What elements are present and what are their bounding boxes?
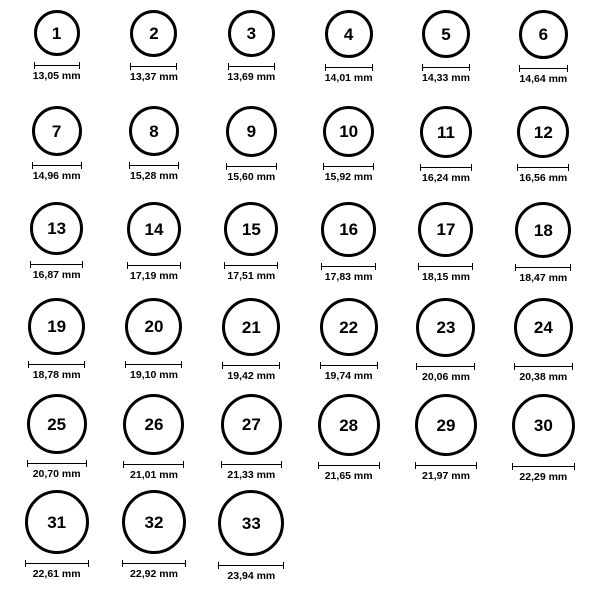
ring-size-label: 27: [241, 415, 261, 434]
ring-circle: [27, 394, 87, 454]
caliper-icon: [32, 162, 82, 169]
ring-size-label: 25: [47, 414, 67, 434]
ring-measurement: [130, 63, 178, 84]
ring-size-label: 26: [144, 415, 164, 434]
caliper-icon: [422, 64, 470, 71]
ring-size-cell: [105, 490, 202, 586]
ring-size-cell: [8, 10, 105, 106]
ring-diameter-text: 16,24 mm: [422, 172, 470, 184]
ring-diameter-text: 19,42 mm: [227, 370, 276, 382]
ring-measurement: [323, 163, 374, 184]
ring-circle: [226, 106, 277, 157]
ring-circle: [415, 394, 477, 456]
ring-measurement: [227, 63, 275, 84]
ring-size-cell: [300, 298, 397, 394]
caliper-icon: [221, 461, 282, 468]
ring-size-label: 18: [533, 220, 553, 240]
ring-circle: [321, 202, 376, 257]
ring-size-cell: [397, 202, 494, 298]
ring-size-label: 13: [47, 219, 67, 238]
caliper-icon: [320, 362, 378, 369]
ring-size-cell: [495, 202, 592, 298]
ring-size-cell: [105, 298, 202, 394]
caliper-icon: [416, 363, 475, 370]
caliper-icon: [228, 63, 275, 70]
caliper-icon: [226, 163, 277, 170]
ring-diameter-text: 17,19 mm: [130, 270, 178, 282]
ring-size-cell: [495, 106, 592, 202]
ring-circle: [514, 298, 573, 357]
ring-circle: [122, 490, 186, 554]
caliper-icon: [25, 560, 89, 567]
ring-size-cell: [105, 202, 202, 298]
ring-measurement: [221, 461, 282, 482]
ring-size-label: 10: [339, 122, 359, 141]
ring-measurement: [125, 361, 182, 382]
ring-diameter-text: 21,97 mm: [422, 470, 470, 482]
ring-diameter-text: 16,56 mm: [519, 172, 568, 184]
ring-measurement: [25, 560, 89, 581]
ring-size-cell: [203, 202, 300, 298]
ring-diameter-text: 14,64 mm: [519, 73, 568, 85]
ring-diameter-text: 20,06 mm: [422, 371, 470, 383]
ring-circle: [224, 202, 278, 256]
ring-size-cell: [105, 106, 202, 202]
ring-size-cell: [203, 10, 300, 106]
caliper-icon: [27, 460, 87, 467]
ring-size-label: 28: [339, 415, 359, 435]
caliper-icon: [420, 164, 472, 171]
ring-size-label: 1: [51, 23, 62, 43]
ring-size-label: 11: [436, 122, 455, 142]
ring-measurement: [422, 64, 470, 85]
ring-circle: [512, 394, 575, 457]
ring-diameter-text: 13,37 mm: [130, 71, 178, 83]
ring-size-label: 33: [241, 513, 261, 533]
ring-measurement: [122, 560, 186, 581]
ring-size-label: 17: [436, 220, 456, 239]
ring-size-label: 24: [533, 318, 553, 337]
ring-measurement: [222, 362, 280, 383]
ring-circle: [519, 10, 568, 59]
ring-size-cell: [300, 394, 397, 490]
ring-size-label: 30: [533, 416, 553, 435]
ring-circle: [323, 106, 374, 157]
ring-diameter-text: 19,74 mm: [324, 370, 373, 382]
ring-size-label: 4: [343, 24, 354, 44]
caliper-icon: [514, 363, 573, 370]
ring-circle: [416, 298, 475, 357]
ring-measurement: [325, 64, 373, 85]
ring-size-label: 22: [339, 317, 359, 337]
ring-measurement: [30, 261, 83, 282]
ring-diameter-text: 15,28 mm: [130, 170, 178, 182]
ring-measurement: [512, 463, 575, 484]
ring-size-cell: [495, 298, 592, 394]
caliper-icon: [123, 461, 184, 468]
caliper-icon: [325, 64, 373, 71]
caliper-icon: [129, 162, 179, 169]
ring-size-label: 15: [241, 219, 261, 239]
ring-size-cell: [105, 10, 202, 106]
ring-size-label: 3: [246, 24, 257, 43]
ring-measurement: [515, 264, 571, 285]
ring-measurement: [418, 263, 473, 284]
caliper-icon: [318, 462, 380, 469]
ring-circle: [221, 394, 282, 455]
caliper-icon: [512, 463, 575, 470]
ring-diameter-text: 14,33 mm: [422, 72, 470, 84]
caliper-icon: [517, 164, 569, 171]
ring-circle: [320, 298, 378, 356]
ring-diameter-text: 22,61 mm: [32, 568, 81, 580]
ring-measurement: [420, 164, 472, 185]
caliper-icon: [418, 263, 473, 270]
ring-circle: [228, 10, 275, 57]
ring-circle: [422, 10, 470, 58]
ring-size-label: 5: [441, 24, 451, 44]
ring-size-cell: [300, 202, 397, 298]
ring-measurement: [318, 462, 380, 483]
ring-circle: [218, 490, 284, 556]
caliper-icon: [224, 262, 278, 269]
ring-measurement: [517, 164, 569, 185]
ring-diameter-text: 20,38 mm: [519, 371, 568, 383]
ring-circle: [28, 298, 85, 355]
ring-circle: [222, 298, 280, 356]
ring-measurement: [28, 361, 85, 382]
ring-circle: [129, 106, 179, 156]
ring-diameter-text: 22,29 mm: [519, 471, 568, 483]
ring-size-label: 8: [149, 121, 159, 141]
ring-diameter-text: 18,47 mm: [519, 272, 568, 284]
ring-diameter-text: 19,10 mm: [130, 369, 178, 381]
ring-size-label: 20: [144, 317, 164, 336]
ring-diameter-text: 17,51 mm: [227, 270, 276, 282]
ring-size-cell: [203, 298, 300, 394]
ring-circle: [32, 106, 82, 156]
ring-circle: [418, 202, 473, 257]
ring-size-cell: [397, 298, 494, 394]
ring-size-cell: [300, 10, 397, 106]
ring-size-label: 32: [144, 512, 164, 532]
ring-size-label: 31: [47, 512, 67, 532]
ring-diameter-text: 15,60 mm: [227, 171, 276, 183]
ring-size-label: 29: [436, 415, 456, 435]
ring-size-label: 19: [47, 317, 67, 336]
ring-measurement: [416, 363, 475, 384]
ring-size-cell: [203, 394, 300, 490]
ring-size-label: 14: [144, 219, 164, 239]
caliper-icon: [127, 262, 181, 269]
caliper-icon: [222, 362, 280, 369]
caliper-icon: [218, 562, 284, 569]
caliper-icon: [323, 163, 374, 170]
ring-measurement: [123, 461, 184, 482]
ring-circle: [318, 394, 380, 456]
caliper-icon: [30, 261, 83, 268]
caliper-icon: [321, 263, 376, 270]
ring-size-cell: [203, 106, 300, 202]
ring-measurement: [519, 65, 568, 86]
ring-measurement: [32, 162, 82, 183]
ring-size-label: 21: [241, 317, 261, 337]
ring-circle: [130, 10, 177, 57]
ring-diameter-text: 13,69 mm: [227, 71, 276, 83]
ring-measurement: [129, 162, 179, 183]
ring-size-cell: [8, 106, 105, 202]
ring-size-cell: [397, 106, 494, 202]
caliper-icon: [34, 62, 80, 69]
ring-measurement: [514, 363, 573, 384]
ring-diameter-text: 14,96 mm: [32, 170, 81, 182]
ring-circle: [127, 202, 181, 256]
ring-circle: [34, 10, 80, 56]
ring-size-label: 2: [149, 24, 159, 43]
caliper-icon: [415, 462, 477, 469]
ring-size-label: 23: [436, 318, 456, 337]
ring-size-cell: [203, 490, 300, 586]
caliper-icon: [515, 264, 571, 271]
ring-measurement: [218, 562, 284, 583]
ring-circle: [325, 10, 373, 58]
ring-circle: [420, 106, 472, 158]
ring-circle: [30, 202, 83, 255]
ring-size-label: 12: [533, 122, 553, 142]
ring-measurement: [127, 262, 181, 283]
ring-diameter-text: 17,83 mm: [324, 271, 373, 283]
ring-size-cell: [8, 394, 105, 490]
ring-measurement: [415, 462, 477, 483]
ring-diameter-text: 13,05 mm: [32, 70, 81, 82]
ring-diameter-text: 21,01 mm: [130, 469, 178, 481]
ring-measurement: [27, 460, 87, 481]
ring-diameter-text: 15,92 mm: [324, 171, 373, 183]
ring-circle: [515, 202, 571, 258]
ring-measurement: [226, 163, 277, 184]
ring-measurement: [33, 62, 81, 83]
ring-size-cell: [495, 394, 592, 490]
caliper-icon: [28, 361, 85, 368]
ring-size-cell: [8, 298, 105, 394]
ring-diameter-text: 21,33 mm: [227, 469, 276, 481]
ring-size-cell: [397, 10, 494, 106]
ring-measurement: [320, 362, 378, 383]
ring-circle: [123, 394, 184, 455]
ring-size-cell: [300, 106, 397, 202]
ring-diameter-text: 23,94 mm: [227, 570, 276, 582]
caliper-icon: [130, 63, 177, 70]
ring-diameter-text: 18,78 mm: [32, 369, 81, 381]
ring-diameter-text: 16,87 mm: [32, 269, 81, 281]
ring-size-label: 6: [538, 25, 549, 44]
ring-measurement: [321, 263, 376, 284]
ring-size-cell: [397, 394, 494, 490]
ring-size-cell: [495, 10, 592, 106]
ring-diameter-text: 20,70 mm: [32, 468, 81, 480]
caliper-icon: [122, 560, 186, 567]
ring-diameter-text: 14,01 mm: [324, 72, 373, 84]
ring-circle: [25, 490, 89, 554]
ring-size-cell: [105, 394, 202, 490]
ring-size-label: 16: [339, 220, 359, 239]
ring-size-cell: [8, 490, 105, 586]
ring-size-label: 7: [51, 121, 62, 141]
ring-size-cell: [8, 202, 105, 298]
ring-diameter-text: 21,65 mm: [324, 470, 373, 482]
ring-diameter-text: 22,92 mm: [130, 568, 178, 580]
ring-circle: [125, 298, 182, 355]
ring-measurement: [224, 262, 278, 283]
ring-diameter-text: 18,15 mm: [422, 271, 470, 283]
ring-size-label: 9: [246, 122, 257, 141]
caliper-icon: [519, 65, 568, 72]
ring-circle: [517, 106, 569, 158]
caliper-icon: [125, 361, 182, 368]
